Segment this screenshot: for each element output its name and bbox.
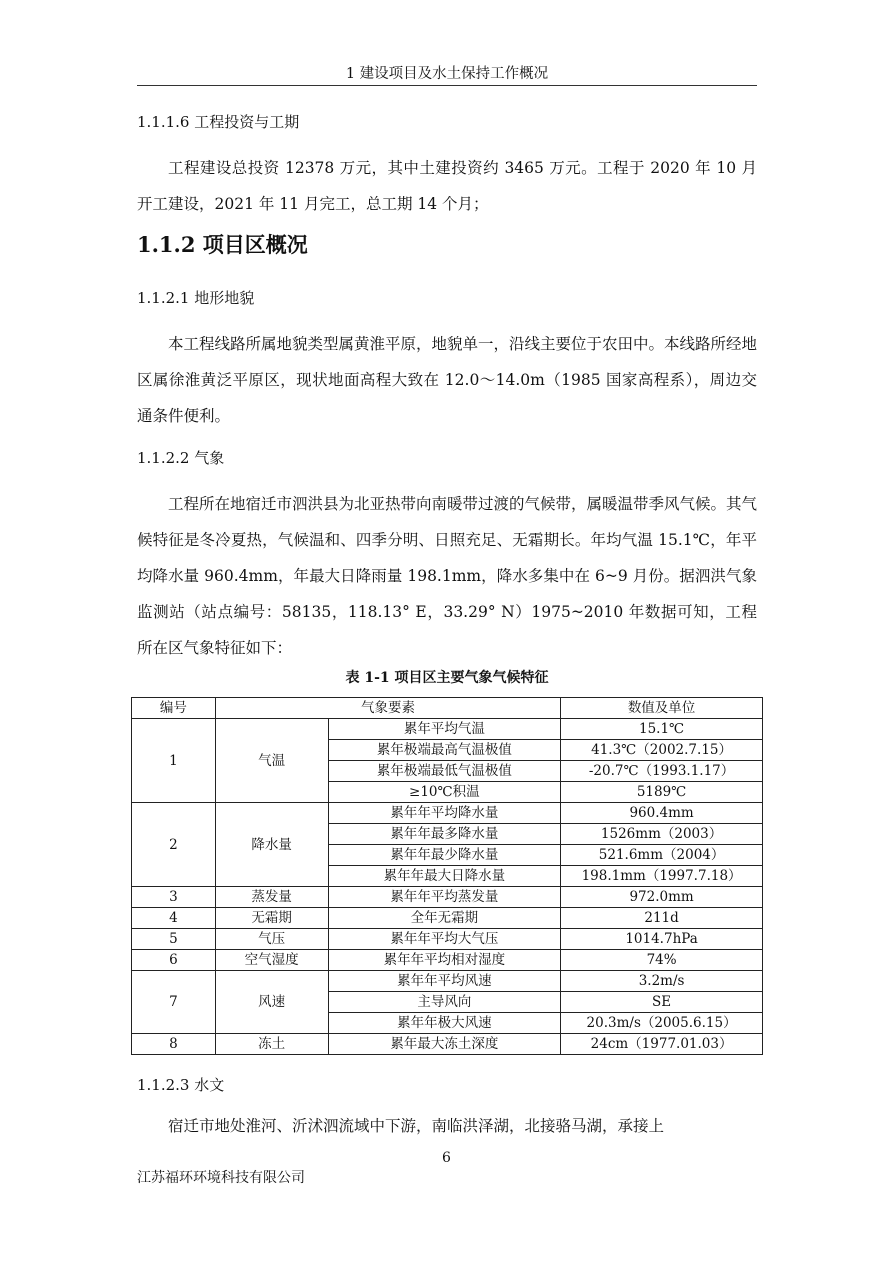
heading-1-1-2-2: 1.1.2.2 气象 xyxy=(137,449,225,467)
page-number: 6 xyxy=(442,1150,451,1166)
cell-item: 累年年平均大气压 xyxy=(328,929,561,950)
cell-value: 972.0mm xyxy=(561,887,763,908)
cell-value: 960.4mm xyxy=(561,803,763,824)
heading-1-1-2-3: 1.1.2.3 水文 xyxy=(137,1076,225,1094)
running-header: 1 建设项目及水土保持工作概况 xyxy=(345,66,549,82)
cell-no: 3 xyxy=(132,887,216,908)
heading-1-1-2-1: 1.1.2.1 地形地貌 xyxy=(137,289,255,307)
cell-no: 4 xyxy=(132,908,216,929)
cell-value: 5189℃ xyxy=(561,782,763,803)
cell-value: 15.1℃ xyxy=(561,719,763,740)
cell-value: 41.3℃（2002.7.15） xyxy=(561,740,763,761)
terrain-paragraph: 本工程线路所属地貌类型属黄淮平原，地貌单一，沿线主要位于农田中。本线路所经地区属徐淮黄泛平原区，现状地面高程大致在 12.0～14.0m（1985 国家高程系），周边交通条件便利。 xyxy=(137,335,758,425)
cell-category: 冻土 xyxy=(215,1034,328,1055)
cell-item: 累年平均气温 xyxy=(328,719,561,740)
table-caption: 表 1-1 项目区主要气象气候特征 xyxy=(345,670,549,686)
table-row xyxy=(132,908,763,929)
cell-item: 累年年平均降水量 xyxy=(328,803,561,824)
header-element: 气象要素 xyxy=(215,698,560,719)
table-row xyxy=(132,950,763,971)
cell-category: 气温 xyxy=(215,719,328,803)
header-divider xyxy=(137,85,757,86)
header-no: 编号 xyxy=(132,698,216,719)
cell-value: 211d xyxy=(561,908,763,929)
cell-item: 累年年平均风速 xyxy=(328,971,561,992)
cell-value: -20.7℃（1993.1.17） xyxy=(561,761,763,782)
cell-item: 累年年最多降水量 xyxy=(328,824,561,845)
cell-item: 累年年极大风速 xyxy=(328,1013,561,1034)
header-value: 数值及单位 xyxy=(561,698,763,719)
cell-item: 累年极端最高气温极值 xyxy=(328,740,561,761)
table-row xyxy=(132,719,763,740)
cell-no: 6 xyxy=(132,950,216,971)
cell-value: 24cm（1977.01.03） xyxy=(561,1034,763,1055)
table-header-row xyxy=(132,698,763,719)
cell-category: 蒸发量 xyxy=(215,887,328,908)
cell-value: 3.2m/s xyxy=(561,971,763,992)
cell-value: 198.1mm（1997.7.18） xyxy=(561,866,763,887)
climate-paragraph: 工程所在地宿迁市泗洪县为北亚热带向南暖带过渡的气候带，属暖温带季风气候。其气候特征是冬冷夏热，气候温和、四季分明、日照充足、无霜期长。年均气温 15.1℃，年平均降水量 960.4mm，年最大日降雨量 198.1mm，降水多集中在 6~9 月份。据泗洪气象监测站（站点编号：58135，118.13° E，33.29° N）1975~2010 年数据可知，工程所在区气象特征如下： xyxy=(137,495,758,657)
investment-paragraph: 工程建设总投资 12378 万元，其中土建投资约 3465 万元。工程于 2020 年 10 月开工建设，2021 年 11 月完工，总工期 14 个月； xyxy=(137,159,757,213)
table-body xyxy=(132,719,763,1055)
cell-value: 20.3m/s（2005.6.15） xyxy=(561,1013,763,1034)
cell-value: 1526mm（2003） xyxy=(561,824,763,845)
cell-value: 1014.7hPa xyxy=(561,929,763,950)
cell-item: ≥10℃积温 xyxy=(328,782,561,803)
footer-company: 江苏福环环境科技有限公司 xyxy=(137,1170,305,1186)
cell-item: 累年年最大日降水量 xyxy=(328,866,561,887)
cell-no: 7 xyxy=(132,971,216,1034)
cell-value: SE xyxy=(561,992,763,1013)
cell-category: 空气湿度 xyxy=(215,950,328,971)
cell-no: 1 xyxy=(132,719,216,803)
cell-no: 2 xyxy=(132,803,216,887)
climate-table xyxy=(131,697,763,1055)
cell-category: 降水量 xyxy=(215,803,328,887)
table-row xyxy=(132,971,763,992)
table-row xyxy=(132,887,763,908)
cell-item: 累年极端最低气温极值 xyxy=(328,761,561,782)
cell-item: 累年年平均蒸发量 xyxy=(328,887,561,908)
cell-value: 521.6mm（2004） xyxy=(561,845,763,866)
cell-category: 气压 xyxy=(215,929,328,950)
cell-item: 累年最大冻土深度 xyxy=(328,1034,561,1055)
table-row xyxy=(132,1034,763,1055)
cell-no: 5 xyxy=(132,929,216,950)
cell-item: 全年无霜期 xyxy=(328,908,561,929)
hydrology-paragraph: 宿迁市地处淮河、沂沭泗流域中下游，南临洪泽湖，北接骆马湖，承接上 xyxy=(168,1117,665,1135)
cell-value: 74% xyxy=(561,950,763,971)
cell-no: 8 xyxy=(132,1034,216,1055)
heading-1-1-2: 1.1.2 项目区概况 xyxy=(137,232,308,257)
cell-item: 累年年最少降水量 xyxy=(328,845,561,866)
cell-category: 风速 xyxy=(215,971,328,1034)
table-row xyxy=(132,803,763,824)
table-row xyxy=(132,929,763,950)
cell-item: 累年年平均相对湿度 xyxy=(328,950,561,971)
cell-item: 主导风向 xyxy=(328,992,561,1013)
heading-1-1-1-6: 1.1.1.6 工程投资与工期 xyxy=(137,113,300,131)
cell-category: 无霜期 xyxy=(215,908,328,929)
